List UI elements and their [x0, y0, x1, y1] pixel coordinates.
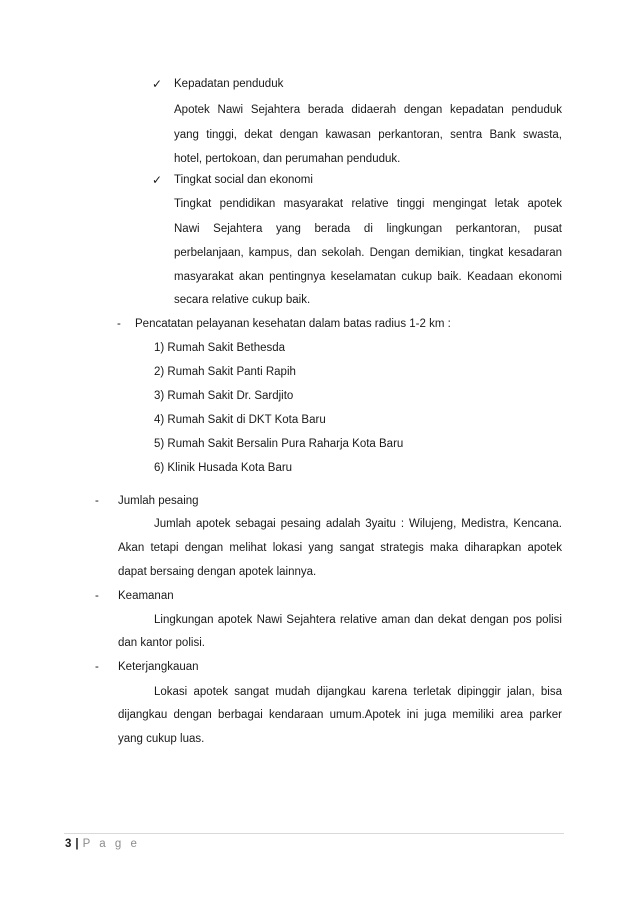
bullet-dash: -	[95, 495, 99, 507]
page-number: 3	[65, 838, 72, 850]
keterjangkauan-line-1: Lokasi apotek sangat mudah dijangkau karena terletak dipinggir jalan, bisa	[154, 686, 562, 698]
list-item: 3) Rumah Sakit Dr. Sardjito	[154, 390, 294, 402]
checkmark-icon: ✓	[152, 173, 163, 187]
sosial-line-3: perbelanjaan, kampus, dan sekolah. Dengan demikian, tingkat kesadaran	[174, 247, 562, 259]
keterjangkauan-line-2: dijangkau dengan berbagai kendaraan umum.Apotek ini juga memiliki area parker	[118, 709, 562, 721]
list-item: 6) Klinik Husada Kota Baru	[154, 462, 293, 474]
footer-separator: |	[75, 838, 79, 850]
page-label: P a g e	[82, 838, 140, 850]
keterjangkauan-heading: Keterjangkauan	[118, 661, 199, 673]
sosial-line-1: Tingkat pendidikan masyarakat relative tinggi mengingat letak apotek	[174, 198, 562, 210]
bullet-dash: -	[95, 661, 99, 673]
footer-divider	[64, 833, 564, 834]
kepadatan-line-1: Apotek Nawi Sejahtera berada didaerah dengan kepadatan penduduk	[174, 104, 562, 116]
keamanan-line-2: dan kantor polisi.	[118, 637, 205, 649]
pencatatan-heading: Pencatatan pelayanan kesehatan dalam batas radius 1-2 km :	[135, 318, 451, 330]
list-item: 1) Rumah Sakit Bethesda	[154, 342, 286, 354]
kepadatan-line-3: hotel, pertokoan, dan perumahan penduduk.	[174, 153, 401, 165]
checkmark-icon: ✓	[152, 77, 163, 91]
list-item: 2) Rumah Sakit Panti Rapih	[154, 366, 296, 378]
pesaing-line-2: Akan tetapi dengan melihat lokasi yang sangat strategis maka diharapkan apotek	[118, 542, 562, 554]
pesaing-heading: Jumlah pesaing	[118, 495, 199, 507]
kepadatan-heading: Kepadatan penduduk	[174, 78, 284, 90]
keterjangkauan-line-3: yang cukup luas.	[118, 733, 205, 745]
sosial-line-5: secara relative cukup baik.	[174, 294, 311, 306]
list-item: 5) Rumah Sakit Bersalin Pura Raharja Kota Baru	[154, 438, 404, 450]
sosial-line-4: masyarakat akan pentingnya keselamatan cukup baik. Keadaan ekonomi	[174, 271, 562, 283]
bullet-dash: -	[95, 590, 99, 602]
pesaing-line-3: dapat bersaing dengan apotek lainnya.	[118, 566, 317, 578]
keamanan-line-1: Lingkungan apotek Nawi Sejahtera relative aman dan dekat dengan pos polisi	[154, 614, 562, 626]
kepadatan-line-2: yang tinggi, dekat dengan kawasan perkantoran, sentra Bank swasta,	[174, 129, 562, 141]
keamanan-heading: Keamanan	[118, 590, 174, 602]
sosial-line-2: Nawi Sejahtera yang berada di lingkungan perkantoran, pusat	[174, 223, 562, 235]
list-item: 4) Rumah Sakit di DKT Kota Baru	[154, 414, 326, 426]
sosial-heading: Tingkat social dan ekonomi	[174, 174, 313, 186]
bullet-dash: -	[117, 318, 121, 330]
page-footer	[65, 836, 140, 852]
pesaing-line-1: Jumlah apotek sebagai pesaing adalah 3yaitu : Wilujeng, Medistra, Kencana.	[154, 518, 562, 530]
